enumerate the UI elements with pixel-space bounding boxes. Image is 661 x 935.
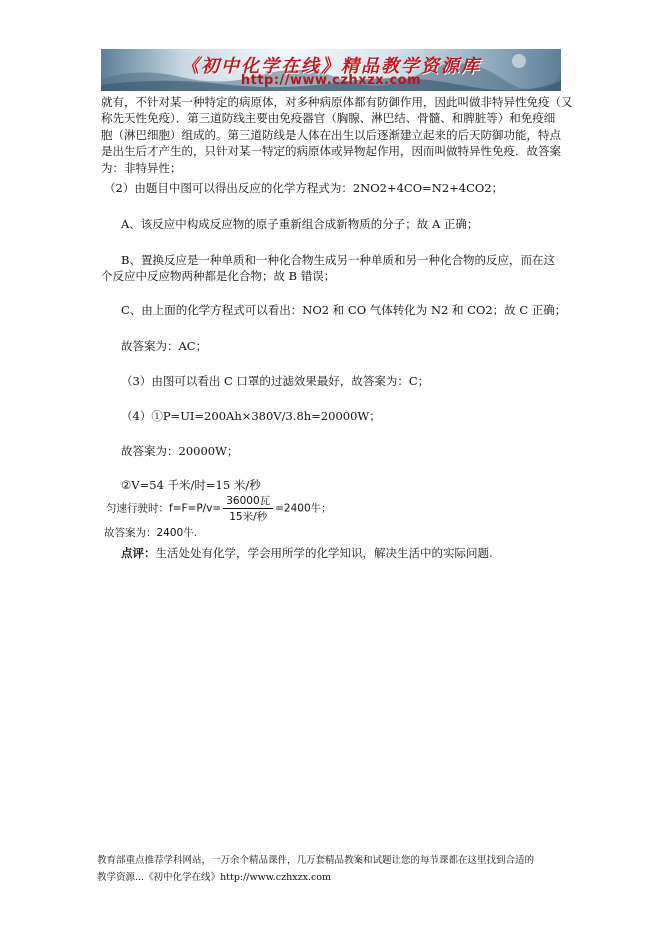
force-suffix: =2400牛；	[275, 502, 332, 515]
question-4-power: （4）①P=UI=200Ah×380V/3.8h=20000W；	[121, 409, 381, 423]
comment	[121, 545, 493, 561]
paragraph-line: 就有，不针对某一种特定的病原体，对多种病原体都有防御作用，因此叫做非特异性免疫（又	[101, 95, 573, 109]
paragraph-line: 为：非特异性；	[101, 161, 182, 175]
comment-label: 点评：	[121, 546, 156, 560]
paragraph-line: 称先天性免疫）．第三道防线主要由免疫器官（胸腺、淋巴结、骨髓、和脾脏等）和免疫细	[101, 111, 556, 125]
banner-title: 《初中化学在线》精品教学资源库	[181, 56, 481, 77]
footer-line1: 教育部重点推荐学科网站，一万余个精品课件，几万套精品教案和试题让您的每节课都在这里找到合适的	[97, 855, 535, 866]
answer-2: 故答案为：AC；	[121, 339, 208, 353]
option-b-line2: 个反应中反应物两种都是化合物；故 B 错误；	[101, 269, 336, 283]
force-fraction	[223, 493, 273, 524]
answer-4b: 故答案为：2400牛.	[104, 527, 198, 539]
comment-text: 生活处处有化学，学会用所学的化学知识，解决生活中的实际问题.	[155, 546, 493, 560]
paragraph-line: 是出生后才产生的，只针对某一特定的病原体或异物起作用，因而叫做特异性免疫．故答案	[101, 144, 561, 158]
question-4-speed: ②V=54 千米/时=15 米/秒	[121, 478, 261, 492]
force-prefix: 匀速行驶时：f=F=P/v=	[106, 502, 222, 515]
question-2-equation: （2）由题目中图可以得出反应的化学方程式为：2NO2+4CO=N2+4CO2；	[104, 181, 504, 195]
answer-4a: 故答案为：20000W；	[121, 444, 239, 458]
option-b-line1: B、置换反应是一种单质和一种化合物生成另一种单质和另一种化合物的反应，而在这	[121, 253, 555, 267]
footer-line2	[97, 871, 331, 884]
option-c: C、由上面的化学方程式可以看出：NO2 和 CO 气体转化为 N2 和 CO2；故 C 正确；	[121, 303, 567, 317]
footer-url[interactable]: http://www.czhxzx.com	[220, 872, 332, 883]
force-formula	[106, 493, 332, 524]
force-denominator: 15米/秒	[229, 511, 268, 523]
question-3: （3）由图可以看出 C 口罩的过滤效果最好，故答案为：C；	[121, 374, 430, 388]
paragraph-line: 胞（淋巴细胞）组成的。第三道防线是人体在出生以后逐渐建立起来的后天防御功能，特点	[101, 128, 561, 142]
option-a: A、该反应中构成反应物的原子重新组合成新物质的分子；故 A 正确；	[121, 217, 479, 231]
header-banner	[101, 49, 561, 91]
banner-url[interactable]: http://www.czhxzx.com	[240, 73, 422, 88]
force-numerator: 36000瓦	[223, 493, 273, 509]
footer-site-name: 教学资源...《初中化学在线》	[97, 872, 221, 883]
